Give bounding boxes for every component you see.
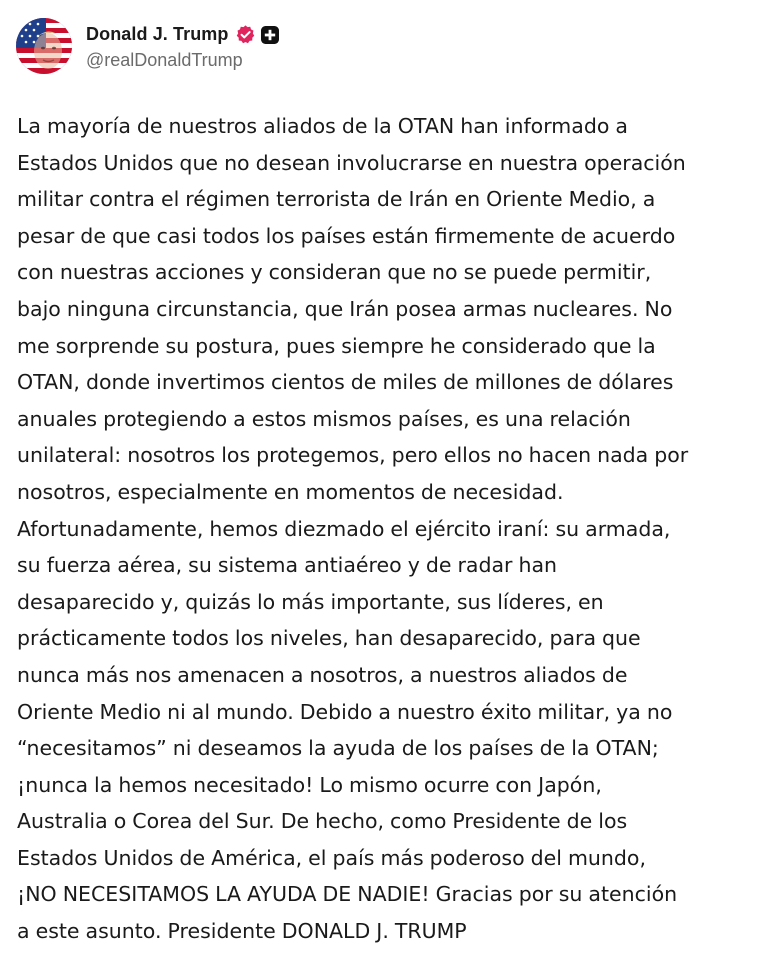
post-text-line: su fuerza aérea, su sistema antiaéreo y de radar han <box>17 553 558 578</box>
post-text-line: Estados Unidos de América, el país más poderoso del mundo, <box>17 845 646 870</box>
post-header <box>16 17 279 75</box>
post-text-line: Estados Unidos que no desean involucrarse en nuestra operación <box>17 150 686 175</box>
post-text-line: Australia o Corea del Sur. De hecho, como Presidente de los <box>17 809 628 834</box>
post-text-line: ¡NO NECESITAMOS LA AYUDA DE NADIE! Gracias por su atención <box>17 882 678 907</box>
post-text-line: anuales protegiendo a estos mismos países, es una relación <box>17 406 631 431</box>
post-text-line: Afortunadamente, hemos diezmado el ejército iraní: su armada, <box>17 516 671 541</box>
post-text-line: prácticamente todos los niveles, han desaparecido, para que <box>17 626 641 651</box>
post-text-line: bajo ninguna circunstancia, que Irán posea armas nucleares. No <box>17 296 673 321</box>
name-row <box>86 22 279 48</box>
post-text-line: unilateral: nosotros los protegemos, pero ellos no hacen nada por <box>17 443 689 468</box>
post-text-line: me sorprende su postura, pues siempre he considerado que la <box>17 333 656 358</box>
post-text-line: “necesitamos” ni deseamos la ayuda de los países de la OTAN; <box>17 736 659 761</box>
flag-portrait-avatar-icon <box>16 18 72 74</box>
verified-badge-icon <box>235 24 256 45</box>
post-text-line: nosotros, especialmente en momentos de necesidad. <box>17 479 564 504</box>
post-text-line: nunca más nos amenacen a nosotros, a nuestros aliados de <box>17 662 628 687</box>
user-handle[interactable]: @realDonaldTrump <box>86 49 243 70</box>
author-info <box>86 22 279 71</box>
post-text-line: ¡nunca la hemos necesitado! Lo mismo ocurre con Japón, <box>17 772 602 797</box>
post-text-line: OTAN, donde invertimos cientos de miles de millones de dólares <box>17 370 674 395</box>
post-text-line: Oriente Medio ni al mundo. Debido a nuestro éxito militar, ya no <box>17 699 673 724</box>
avatar[interactable] <box>16 18 72 74</box>
post-text <box>17 108 757 950</box>
post-text-line: pesar de que casi todos los países están firmemente de acuerdo <box>17 223 676 248</box>
post-text-line: con nuestras acciones y consideran que no se puede permitir, <box>17 260 652 285</box>
post-text-line: desaparecido y, quizás lo más importante, sus líderes, en <box>17 589 604 614</box>
plus-badge-icon <box>261 26 279 44</box>
display-name[interactable]: Donald J. Trump <box>86 24 229 44</box>
post-text-line: La mayoría de nuestros aliados de la OTAN han informado a <box>17 114 628 138</box>
post-text-line: a este asunto. Presidente DONALD J. TRUMP <box>17 919 467 944</box>
post-text-line: militar contra el régimen terrorista de Irán en Oriente Medio, a <box>17 187 656 212</box>
